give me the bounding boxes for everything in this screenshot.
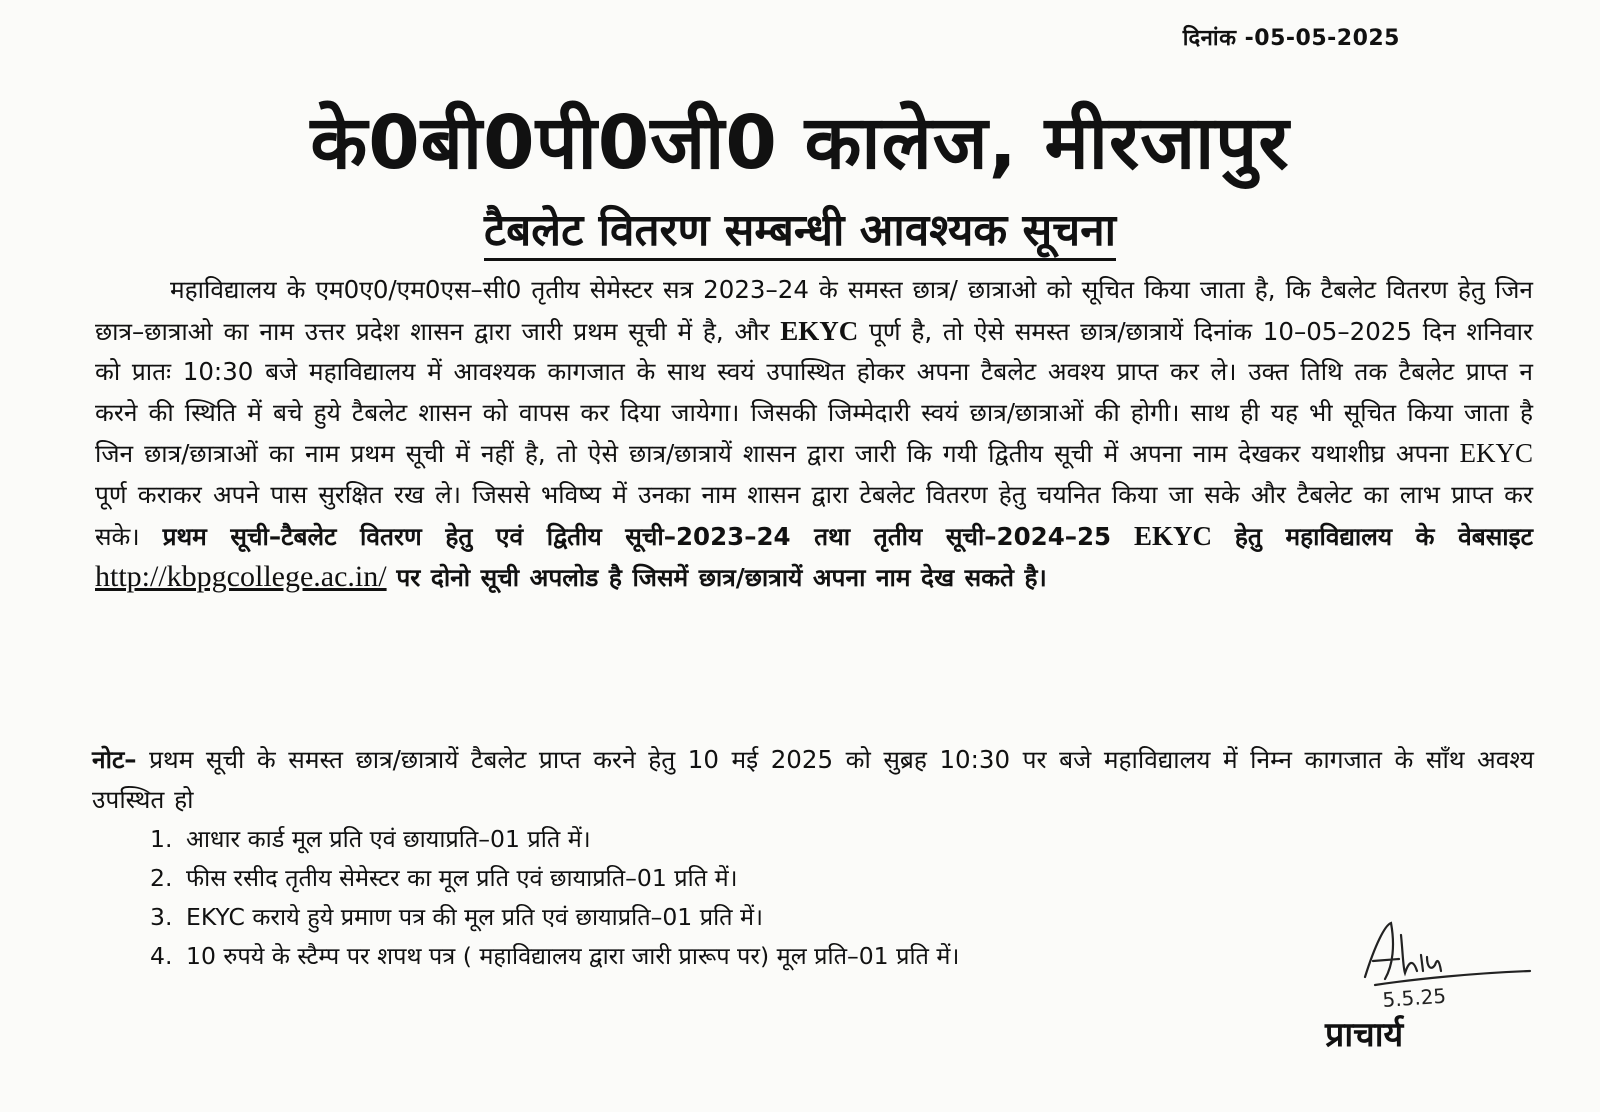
note-label: नोट– [92, 745, 137, 774]
signature-date: 5.5.25 [1381, 983, 1447, 1012]
list-item-number: 2. [150, 864, 173, 892]
list-item [150, 937, 959, 976]
notice-body [95, 270, 1533, 599]
list-item-number: 1. [150, 825, 173, 853]
notice-subject-text: टैबलेट वितरण सम्बन्धी आवश्यक सूचना [484, 205, 1116, 261]
body-text-1: महाविद्यालय के एम0ए0/एम0एस–सी0 तृतीय सेमेस्टर सत्र 2023–24 के समस्त छात्र/ छात्राओ को सूचित किया जाता है, कि टैबलेट वितरण हेतु जिन छात्र–छात्राओ का नाम उत्तर प्रदेश शासन द्वारा जारी प्रथम सूची में है, और [95, 275, 1533, 346]
notice-subject [0, 203, 1600, 259]
body-text-2: पूर्ण है, तो ऐसे समस्त छात्र/छात्रायें दिनांक 10–05–2025 दिन शनिवार को प्रातः 10:30 बजे महाविद्यालय में आवश्यक कागजात के साथ स्वयं उपास्थित होकर अपना टैबलेट अवश्य प्राप्त कर ले। उक्त तिथि तक टैबलेट प्राप्त न करने की स्थिति में बचे हुये टैबलेट शासन को वापस कर दिया जायेगा। जिसकी जिम्मेदारी स्वयं छात्र/छात्राओं की होगी। साथ ही यह भी सूचित किया जाता है जिन छात्र/छात्राओं का नाम प्रथम सूची में नहीं है, तो ऐसे छात्र/छात्रायें शासन द्वारा जारी कि गयी द्वितीय सूची में अपना नाम देखकर यथाशीघ्र अपना [95, 316, 1534, 469]
lists-bold-text: प्रथम सूची–टैबलेट वितरण हेतु एवं द्वितीय सूची–2023–24 तथा तृतीय सूची–2024–25 [162, 521, 1112, 551]
list-item [150, 859, 959, 898]
note-text: प्रथम सूची के समस्त छात्र/छात्रायें टैबलेट प्राप्त करने हेतु 10 मई 2025 को सुब्रह 10:30 पर बजे महाविद्यालय में निम्न कागजात के साँथ अवश्य उपस्थित हो [92, 745, 1534, 814]
ekyc-bold: EKYC [780, 315, 859, 346]
list-item-text: आधार कार्ड मूल प्रति एवं छायाप्रति–01 प्रति में। [186, 825, 591, 853]
list-item [150, 820, 959, 859]
list-item-text: फीस रसीद तृतीय सेमेस्टर का मूल प्रति एवं छायाप्रति–01 प्रति में। [186, 864, 738, 892]
principal-signature [1355, 915, 1555, 1015]
requirements-list [150, 820, 959, 976]
college-name: के0बी0पी0जी0 कालेज, मीरजापुर [310, 100, 1290, 186]
upload-bold-text: पर दोनो सूची अपलोड है जिसमें छात्र/छात्रायें अपना नाम देख सकते है। [396, 563, 1047, 593]
list-item [150, 898, 959, 937]
list-item-text: 10 रुपये के स्टैम्प पर शपथ पत्र ( महाविद्यालय द्वारा जारी प्रारूप पर) मूल प्रति–01 प्रति में। [186, 942, 960, 970]
notice-date: दिनांक -05-05-2025 [1182, 26, 1400, 51]
college-website-link[interactable]: http://kbpgcollege.ac.in/ [95, 560, 387, 594]
principal-title: प्राचार्य [1325, 1015, 1404, 1055]
list-item-text: EKYC कराये हुये प्रमाण पत्र की मूल प्रति एवं छायाप्रति–01 प्रति में। [186, 903, 764, 931]
ekyc-bold-2: EKYC [1133, 520, 1212, 551]
ekyc-text: EKYC [1459, 438, 1533, 469]
list-item-number: 4. [150, 942, 173, 970]
website-bold-text: हेतु महाविद्यालय के वेबसाइट [1234, 521, 1534, 551]
body-text-3: पूर्ण कराकर अपने पास सुरक्षित रख ले। जिससे भविष्य में उनका नाम शासन द्वारा टेबलेट वितरण हेतु चयनित किया जा सके और टैबलेट का लाभ प्राप्त कर सके। [95, 479, 1533, 551]
list-item-number: 3. [150, 903, 173, 931]
note-section [92, 740, 1534, 820]
